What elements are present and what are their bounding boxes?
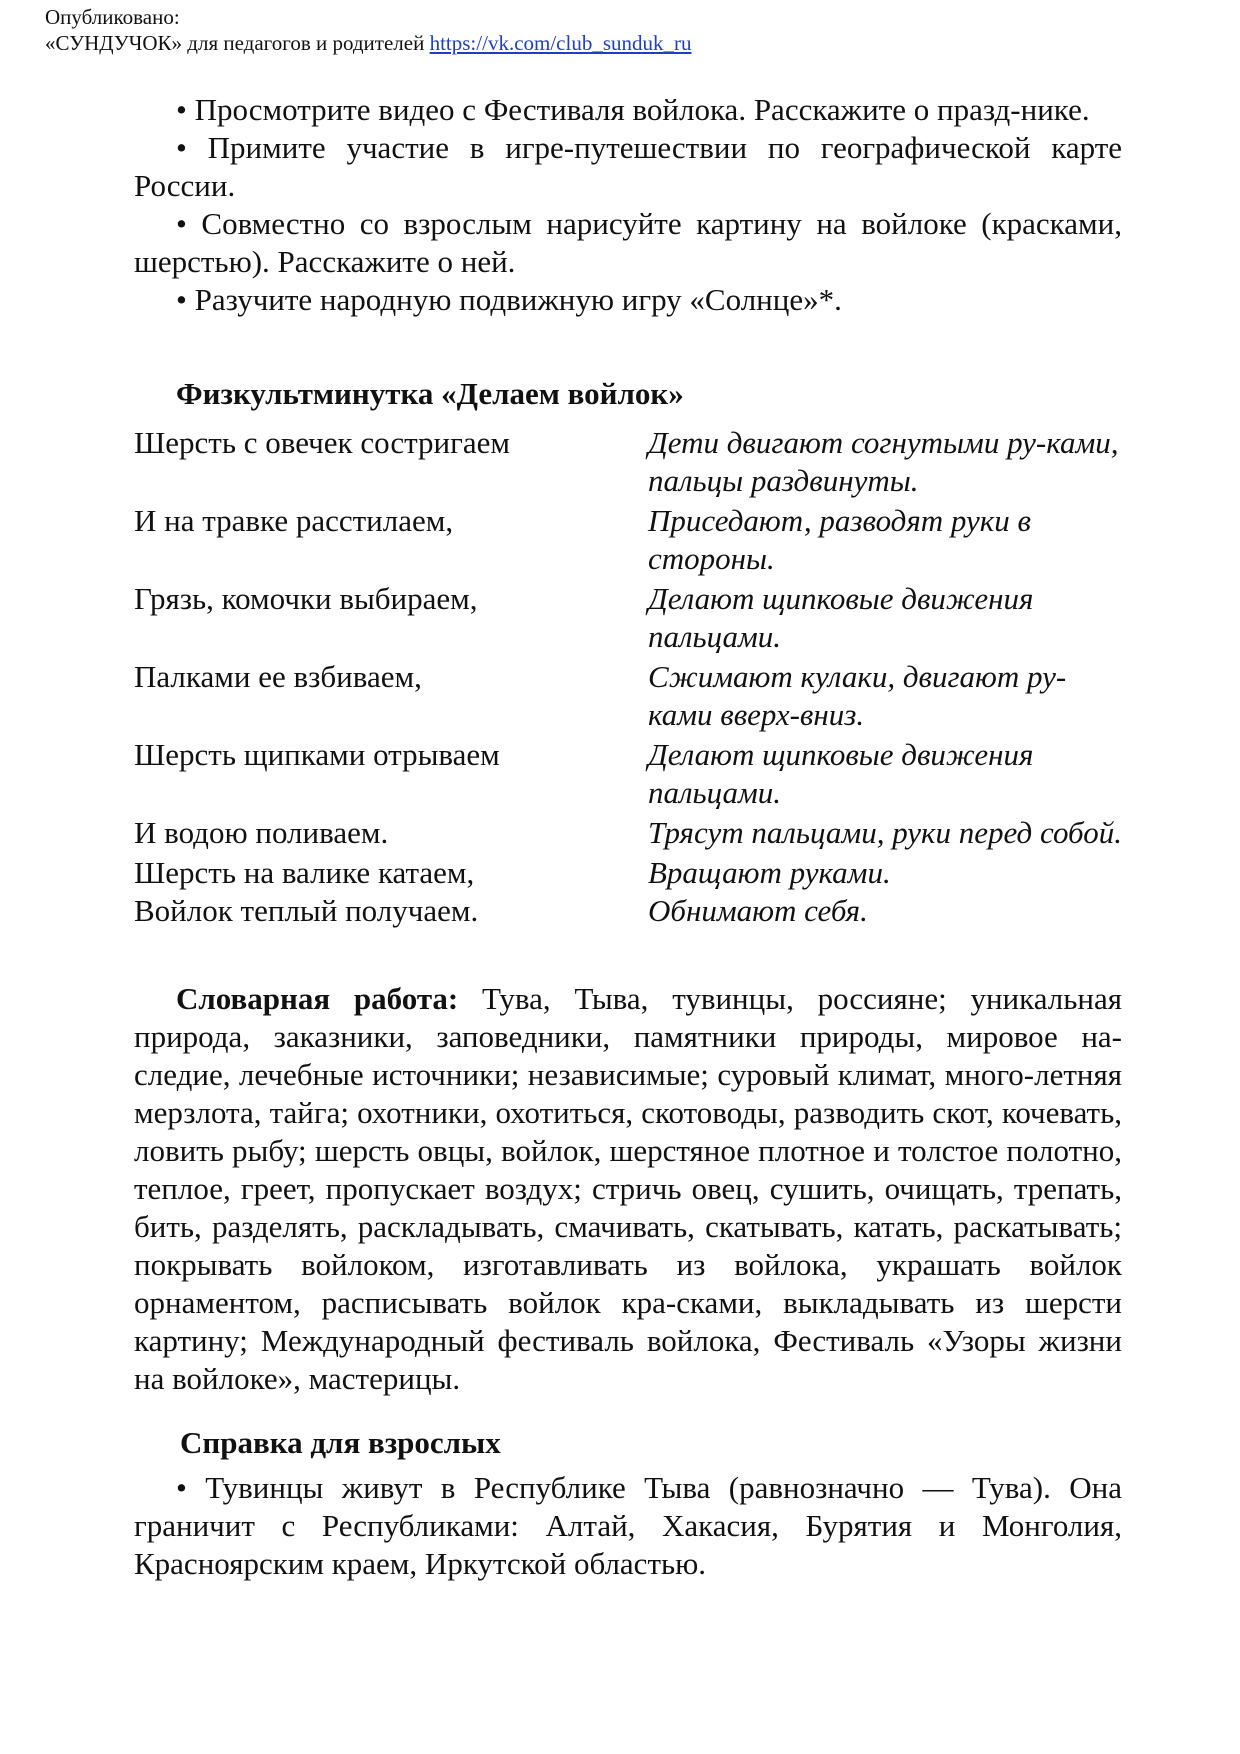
rhyme-row	[134, 736, 1122, 812]
fizminutka-table	[134, 424, 1122, 930]
rhyme-row	[134, 892, 1122, 930]
rhyme-line: Войлок теплый получаем.	[134, 893, 479, 928]
rhyme-row	[134, 424, 1122, 500]
rhyme-line: Шерсть с овечек состригаем	[134, 425, 510, 460]
rhyme-row	[134, 814, 1122, 852]
rhyme-row	[134, 658, 1122, 734]
rhyme-line: Палками ее взбиваем,	[134, 659, 422, 694]
rhyme-action: Сжимают кулаки, двигают ру-ками вверх-вниз.	[648, 659, 1067, 732]
vocabulary-paragraph	[134, 980, 1122, 1398]
task-item: • Разучите народную подвижную игру «Солнце»*.	[176, 282, 842, 317]
published-label: Опубликовано:	[45, 5, 180, 29]
published-source	[45, 30, 692, 56]
rhyme-line: И водою поливаем.	[134, 815, 389, 850]
reference-section	[134, 1469, 1122, 1583]
fizminutka-title: Физкультминутка «Делаем войлок»	[176, 376, 684, 411]
rhyme-action: Обнимают себя.	[648, 893, 868, 928]
rhyme-action: Трясут пальцами, руки перед собой.	[648, 815, 1122, 850]
task-item: • Совместно со взрослым нарисуйте картину на войлоке (красками, шерстью). Расскажите о ней.	[134, 206, 1122, 279]
source-link[interactable]: https://vk.com/club_sunduk_ru	[429, 31, 692, 55]
rhyme-row	[134, 854, 1122, 892]
rhyme-line: И на травке расстилаем,	[134, 503, 454, 538]
reference-text: • Тувинцы живут в Республике Тыва (равнозначно — Тува). Она граничит с Республиками: Алтай, Хакасия, Бурятия и Монголия, Красноярским краем, Иркутской областью.	[134, 1470, 1122, 1581]
vocabulary-text: Тува, Тыва, тувинцы, россияне; уникальная природа, заказники, заповедники, памятники природы, мировое на-следие, лечебные источники; независимые; суровый климат, много-летняя мерзлота, тайга; охотники, охотиться, скотоводы, разводить скот, кочевать, ловить рыбу; шерсть овцы, войлок, шерстяное плотное и толстое полотно, теплое, греет, пропускает воздух; стричь овец, сушить, очищать, трепать, бить, разделять, раскладывать, смачивать, скатывать, катать, раскатывать; покрывать войлоком, изготавливать из войлока, украшать войлок орнаментом, расписывать войлок кра-сками, выкладывать из шерсти картину; Международный фестиваль войлока, Фестиваль «Узоры жизни на войлоке», мастерицы.	[134, 981, 1122, 1396]
reference-title: Справка для взрослых	[180, 1425, 501, 1460]
published-header	[45, 4, 692, 56]
task-item: • Просмотрите видео с Фестиваля войлока. Расскажите о празд-нике.	[176, 92, 1090, 127]
rhyme-line: Шерсть щипками отрываем	[134, 737, 500, 772]
rhyme-action: Делают щипковые движения пальцами.	[648, 581, 1034, 654]
rhyme-action: Дети двигают согнутыми ру-ками, пальцы раздвинуты.	[648, 425, 1119, 498]
rhyme-row	[134, 580, 1122, 656]
tasks-list	[134, 91, 1122, 319]
vocabulary-section	[134, 980, 1122, 1398]
task-item: • Примите участие в игре-путешествии по географической карте России.	[134, 130, 1122, 203]
rhyme-action: Делают щипковые движения пальцами.	[648, 737, 1034, 810]
rhyme-line: Шерсть на валике катаем,	[134, 855, 475, 890]
source-name: «СУНДУЧОК» для педагогов и родителей	[45, 31, 430, 55]
rhyme-action: Приседают, разводят руки в стороны.	[648, 503, 1031, 576]
rhyme-line: Грязь, комочки выбираем,	[134, 581, 478, 616]
vocabulary-label: Словарная работа:	[176, 981, 459, 1016]
rhyme-action: Вращают руками.	[648, 855, 891, 890]
rhyme-row	[134, 502, 1122, 578]
